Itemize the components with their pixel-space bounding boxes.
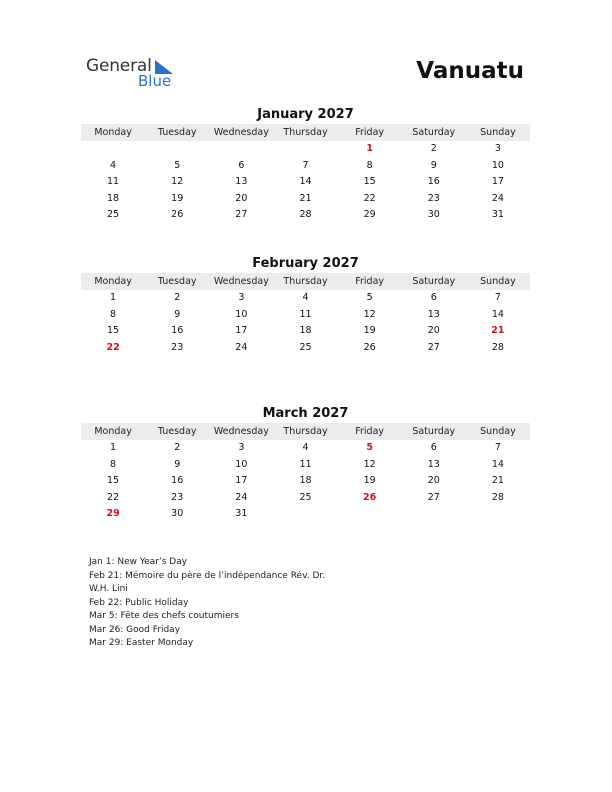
day-cell: 2 xyxy=(430,143,437,154)
day-cell: 24 xyxy=(491,192,504,204)
week-row xyxy=(81,323,530,340)
day-cell: 26 xyxy=(363,341,376,353)
day-cell: 30 xyxy=(171,508,184,519)
week-row xyxy=(81,506,530,523)
weekday-header-row xyxy=(81,273,530,290)
day-cell: 14 xyxy=(299,176,312,187)
day-cell: 1 xyxy=(110,442,117,453)
month-title: February 2027 xyxy=(252,256,359,271)
day-cell: 13 xyxy=(427,458,440,470)
day-cell: 19 xyxy=(363,475,376,486)
day-cell: 24 xyxy=(235,491,248,503)
day-cell: 4 xyxy=(110,159,117,171)
weekday-label: Saturday xyxy=(412,276,456,287)
day-cell: 20 xyxy=(427,475,440,486)
holiday-day-cell: 5 xyxy=(366,442,373,453)
week-row xyxy=(81,141,530,158)
holiday-note: Mar 5: Fête des chefs coutumiers xyxy=(89,611,239,621)
logo-blue-text: Blue xyxy=(138,72,172,90)
day-cell: 29 xyxy=(363,209,376,220)
country-title: Vanuatu xyxy=(416,58,524,84)
weekday-label: Tuesday xyxy=(157,276,197,287)
week-row xyxy=(81,490,530,507)
day-cell: 14 xyxy=(491,308,504,320)
day-cell: 20 xyxy=(427,325,440,336)
day-cell: 25 xyxy=(299,341,312,353)
day-cell: 25 xyxy=(107,209,120,220)
day-cell: 31 xyxy=(235,508,248,519)
day-cell: 18 xyxy=(299,475,312,486)
day-cell: 15 xyxy=(107,475,120,486)
day-cell: 7 xyxy=(494,292,501,303)
weekday-header-row xyxy=(81,423,530,440)
week-row xyxy=(81,473,530,490)
day-cell: 17 xyxy=(491,176,504,187)
day-cell: 13 xyxy=(235,176,248,187)
day-cell: 21 xyxy=(299,192,312,204)
day-cell: 6 xyxy=(238,159,245,171)
day-cell: 10 xyxy=(491,159,504,171)
holiday-notes xyxy=(89,556,325,651)
day-cell: 4 xyxy=(302,442,309,453)
day-cell: 23 xyxy=(171,491,184,503)
day-cell: 28 xyxy=(491,491,504,503)
day-cell: 9 xyxy=(430,159,437,171)
holiday-day-cell: 22 xyxy=(106,341,120,353)
weekday-label: Friday xyxy=(355,276,385,287)
generalblue-logo xyxy=(86,56,186,96)
weekday-label: Wednesday xyxy=(213,127,269,138)
weekday-label: Saturday xyxy=(412,127,456,138)
day-cell: 16 xyxy=(171,325,184,336)
weekday-label: Sunday xyxy=(480,127,516,138)
day-cell: 15 xyxy=(107,325,120,336)
day-cell: 9 xyxy=(174,458,181,470)
day-cell: 2 xyxy=(174,442,181,453)
week-row xyxy=(81,207,530,224)
day-cell: 21 xyxy=(491,475,504,486)
weekday-header-row xyxy=(81,124,530,141)
empty-day-cell xyxy=(338,506,402,523)
day-cell: 27 xyxy=(235,209,248,220)
day-cell: 15 xyxy=(363,176,376,187)
day-cell: 31 xyxy=(491,209,504,220)
empty-day-cell xyxy=(402,506,466,523)
day-cell: 16 xyxy=(427,176,440,187)
day-cell: 12 xyxy=(363,308,376,320)
week-row xyxy=(81,440,530,457)
day-cell: 23 xyxy=(171,341,184,353)
day-cell: 10 xyxy=(235,308,248,320)
empty-day-cell xyxy=(145,141,209,158)
weekday-label: Friday xyxy=(355,426,385,437)
empty-day-cell xyxy=(273,141,337,158)
day-cell: 12 xyxy=(363,458,376,470)
day-cell: 7 xyxy=(494,442,501,453)
holiday-day-cell: 26 xyxy=(363,491,377,503)
weekday-label: Monday xyxy=(94,127,132,138)
holiday-day-cell: 21 xyxy=(491,325,505,336)
day-cell: 5 xyxy=(366,292,373,303)
day-cell: 3 xyxy=(494,143,501,154)
weekday-label: Friday xyxy=(355,127,385,138)
day-cell: 27 xyxy=(427,491,440,503)
day-cell: 30 xyxy=(427,209,440,220)
day-cell: 26 xyxy=(171,209,184,220)
day-cell: 24 xyxy=(235,341,248,353)
day-cell: 18 xyxy=(299,325,312,336)
day-cell: 11 xyxy=(299,308,312,320)
weekday-label: Tuesday xyxy=(157,127,197,138)
day-cell: 3 xyxy=(238,442,245,453)
day-cell: 8 xyxy=(110,458,117,470)
week-row xyxy=(81,307,530,324)
empty-day-cell xyxy=(209,141,273,158)
day-cell: 18 xyxy=(107,192,120,204)
week-row xyxy=(81,158,530,175)
empty-day-cell xyxy=(466,506,530,523)
month-title: March 2027 xyxy=(262,406,349,421)
week-row xyxy=(81,174,530,191)
day-cell: 17 xyxy=(235,475,248,486)
month-march xyxy=(81,405,530,523)
weekday-label: Tuesday xyxy=(157,426,197,437)
empty-day-cell xyxy=(81,141,145,158)
weekday-label: Wednesday xyxy=(213,276,269,287)
day-cell: 19 xyxy=(171,192,184,204)
day-cell: 11 xyxy=(299,458,312,470)
day-cell: 17 xyxy=(235,325,248,336)
day-cell: 6 xyxy=(430,292,437,303)
day-cell: 28 xyxy=(299,209,312,220)
weekday-label: Monday xyxy=(94,276,132,287)
day-cell: 9 xyxy=(174,308,181,320)
day-cell: 23 xyxy=(427,192,440,204)
empty-day-cell xyxy=(273,506,337,523)
holiday-note: Mar 26: Good Friday xyxy=(89,624,181,635)
day-cell: 14 xyxy=(491,458,504,470)
day-cell: 28 xyxy=(491,341,504,353)
weekday-label: Thursday xyxy=(283,426,328,437)
day-cell: 6 xyxy=(430,442,437,453)
weekday-label: Wednesday xyxy=(213,426,269,437)
holiday-day-cell: 29 xyxy=(106,508,120,519)
day-cell: 19 xyxy=(363,325,376,336)
day-cell: 7 xyxy=(302,159,309,171)
weekday-label: Sunday xyxy=(480,426,516,437)
holiday-note: Feb 22: Public Holiday xyxy=(89,597,189,608)
weekday-label: Sunday xyxy=(480,276,516,287)
weekday-label: Thursday xyxy=(283,276,328,287)
day-cell: 27 xyxy=(427,341,440,353)
day-cell: 11 xyxy=(107,176,120,187)
week-row xyxy=(81,290,530,307)
holiday-note: Feb 21: Mémoire du père de l’indépendance Rév. Dr. xyxy=(89,570,326,581)
holiday-note: W.H. Lini xyxy=(89,584,128,594)
weekday-label: Thursday xyxy=(283,127,328,138)
day-cell: 22 xyxy=(107,491,120,503)
day-cell: 13 xyxy=(427,308,440,320)
weekday-label: Monday xyxy=(94,426,132,437)
day-cell: 10 xyxy=(235,458,248,470)
day-cell: 8 xyxy=(366,159,373,171)
holiday-note: Jan 1: New Year’s Day xyxy=(89,557,188,567)
month-february xyxy=(81,255,530,356)
month-title: January 2027 xyxy=(257,107,354,122)
week-row xyxy=(81,457,530,474)
logo-general-text: General xyxy=(86,56,152,76)
day-cell: 3 xyxy=(238,292,245,303)
week-row xyxy=(81,340,530,357)
month-january xyxy=(81,106,530,224)
day-cell: 16 xyxy=(171,475,184,486)
holiday-note: Mar 29: Easter Monday xyxy=(89,638,194,648)
day-cell: 20 xyxy=(235,192,248,204)
day-cell: 2 xyxy=(174,292,181,303)
day-cell: 8 xyxy=(110,308,117,320)
week-row xyxy=(81,191,530,208)
holiday-day-cell: 1 xyxy=(366,143,373,154)
day-cell: 5 xyxy=(174,159,181,171)
day-cell: 1 xyxy=(110,292,117,303)
day-cell: 12 xyxy=(171,176,184,187)
weekday-label: Saturday xyxy=(412,426,456,437)
day-cell: 22 xyxy=(363,192,376,204)
day-cell: 4 xyxy=(302,292,309,303)
day-cell: 25 xyxy=(299,491,312,503)
